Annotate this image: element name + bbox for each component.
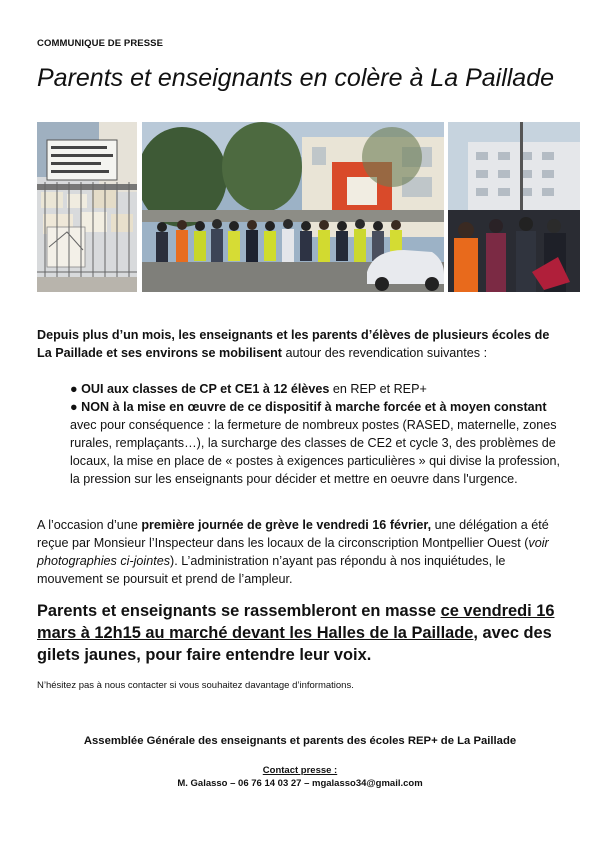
strike-paragraph (37, 516, 567, 588)
demand-item-non (70, 398, 565, 488)
demand-oui-bold: ● OUI aux classes de CP et CE1 à 12 élèves (70, 382, 330, 396)
photo-protest-crowd-street (448, 122, 580, 292)
press-release-label: COMMUNIQUE DE PRESSE (37, 38, 164, 49)
rally-underlined: ce vendredi 16 mars à 12h15 au marché devant les Halles de la Paillade (37, 602, 555, 642)
assembly-signature: Assemblée Générale des enseignants et parents des écoles REP+ de La Paillade (83, 735, 517, 747)
contact-line: M. Galasso – 06 76 14 03 27 – mgalasso34@gmail.com (177, 778, 423, 789)
contact-heading: Contact presse : (262, 765, 338, 776)
intro-text: autour des revendication suivantes : (281, 346, 488, 360)
demand-non-bold: ● NON à la mise en œuvre de ce dispositif à marche forcée et à moyen constant (70, 400, 547, 414)
demand-oui-text: en REP et REP+ (329, 382, 427, 396)
page-title: Parents et enseignants en colère à La Paillade (37, 64, 555, 92)
intro-paragraph (37, 326, 567, 362)
demand-item-oui (70, 380, 565, 398)
contact-note: N’hésitez pas à nous contacter si vous souhaitez davantage d’informations. (37, 680, 354, 691)
strike-text-2: une délégation a été reçue par Monsieur l’Inspecteur dans les locaux de la circonscription Montpellier Ouest ( (37, 518, 549, 550)
rally-announcement (37, 600, 567, 666)
demand-non-text: avec pour conséquence : la fermeture de nombreux postes (RASED, maternelle, zones rurales, remplaçants…), la surcharge des classes de CE2 et cycle 3, des problèmes de locaux, la mise en place de « postes à exigences particulières » qui divise la profession, la pression sur les enseignants pour décider et mettre en oeuvre dans l'urgence. (70, 418, 561, 486)
strike-text-1: A l’occasion d’une (37, 518, 142, 532)
demands-list (70, 380, 565, 488)
strike-text-3: ). L’administration n’ayant pas répondu à nos inquiétudes, le mouvement se poursuit et prend de l’ampleur. (37, 554, 506, 586)
strike-bold: première journée de grève le vendredi 16 février, (141, 518, 432, 532)
strike-italic: voir photographies ci-jointes (37, 536, 549, 568)
intro-bold-text: Depuis plus d’un mois, les enseignants et les parents d’élèves de plusieurs écoles de La Paillade et ses environs se mobilisent (37, 328, 550, 360)
rally-text-2: , avec des gilets jaunes, pour faire entendre leur voix. (37, 624, 552, 664)
photo-protest-crowd-building (142, 122, 444, 292)
rally-text-1: Parents et enseignants se rassembleront en masse (37, 602, 441, 620)
photo-school-gate-signs (37, 122, 137, 292)
